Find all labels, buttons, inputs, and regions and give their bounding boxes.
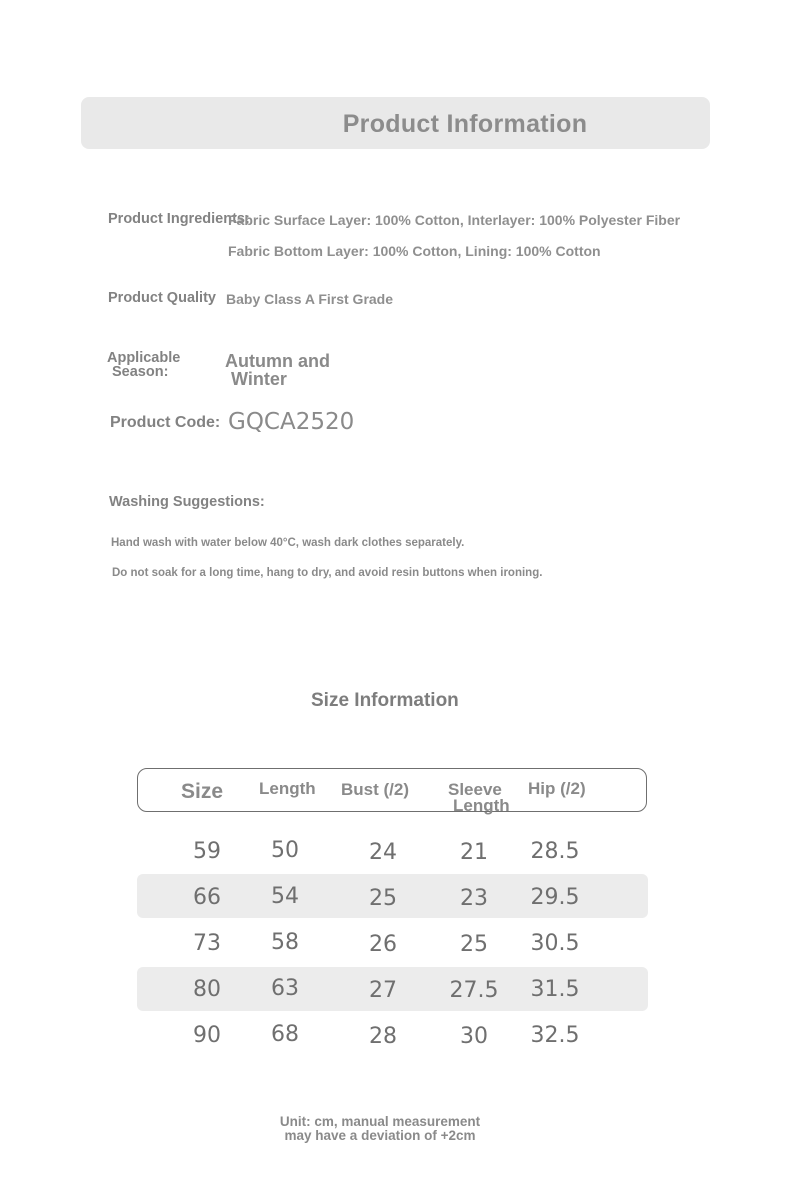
cell-size: 73 <box>193 931 221 956</box>
cell-hip: 32.5 <box>530 1023 580 1048</box>
header-hip: Hip (/2) <box>528 779 586 798</box>
season-value <box>225 352 330 388</box>
cell-size: 59 <box>193 839 221 864</box>
size-title: Size Information <box>311 690 459 711</box>
cell-hip: 28.5 <box>530 839 580 864</box>
page-title: Product Information <box>342 110 588 138</box>
header-sleeve-length <box>448 782 510 814</box>
cell-sleeve: 30 <box>460 1024 488 1049</box>
header-sleeve-line-1: Sleeve <box>448 780 502 799</box>
cell-sleeve: 25 <box>460 932 488 957</box>
unit-note <box>220 1115 540 1143</box>
unit-note-line-2: may have a deviation of +2cm <box>284 1128 476 1143</box>
season-label-line-1: Applicable <box>107 350 181 366</box>
header-sleeve-line-2: Length <box>453 796 510 815</box>
season-value-line-2: Winter <box>231 369 287 389</box>
washing-line-2: Do not soak for a long time, hang to dry, and avoid resin buttons when ironing. <box>112 567 543 579</box>
cell-size: 66 <box>193 885 221 910</box>
cell-hip: 29.5 <box>530 885 580 910</box>
unit-note-line-1: Unit: cm, manual measurement <box>279 1114 481 1129</box>
cell-length: 63 <box>271 976 299 1001</box>
cell-sleeve: 21 <box>460 840 488 865</box>
ingredients-label: Product Ingredients: <box>108 211 250 227</box>
quality-value: Baby Class A First Grade <box>226 291 394 307</box>
quality-label: Product Quality <box>108 290 216 306</box>
cell-size: 80 <box>193 977 221 1002</box>
cell-size: 90 <box>193 1023 221 1048</box>
ingredients-line-2: Fabric Bottom Layer: 100% Cotton, Lining: 100% Cotton <box>228 243 601 259</box>
cell-bust: 25 <box>369 886 397 911</box>
cell-length: 50 <box>271 838 299 863</box>
cell-bust: 24 <box>369 840 397 865</box>
cell-bust: 28 <box>369 1024 397 1049</box>
season-label <box>107 351 180 379</box>
cell-bust: 27 <box>369 978 397 1003</box>
cell-length: 58 <box>271 930 299 955</box>
cell-bust: 26 <box>369 932 397 957</box>
code-value: GQCA2520 <box>228 409 355 435</box>
header-size: Size <box>181 780 224 803</box>
cell-sleeve: 27.5 <box>449 978 499 1003</box>
code-label: Product Code: <box>110 414 221 431</box>
header-bust: Bust (/2) <box>341 780 409 799</box>
ingredients-line-1: Fabric Surface Layer: 100% Cotton, Interlayer: 100% Polyester Fiber <box>228 212 681 228</box>
season-label-line-2: Season: <box>112 364 169 380</box>
cell-hip: 31.5 <box>530 977 580 1002</box>
washing-label: Washing Suggestions: <box>109 494 265 510</box>
cell-sleeve: 23 <box>460 886 488 911</box>
cell-length: 68 <box>271 1022 299 1047</box>
cell-hip: 30.5 <box>530 931 580 956</box>
header-length: Length <box>259 779 316 798</box>
cell-length: 54 <box>271 884 299 909</box>
season-value-line-1: Autumn and <box>225 351 330 371</box>
washing-line-1: Hand wash with water below 40°C, wash dark clothes separately. <box>111 537 465 549</box>
